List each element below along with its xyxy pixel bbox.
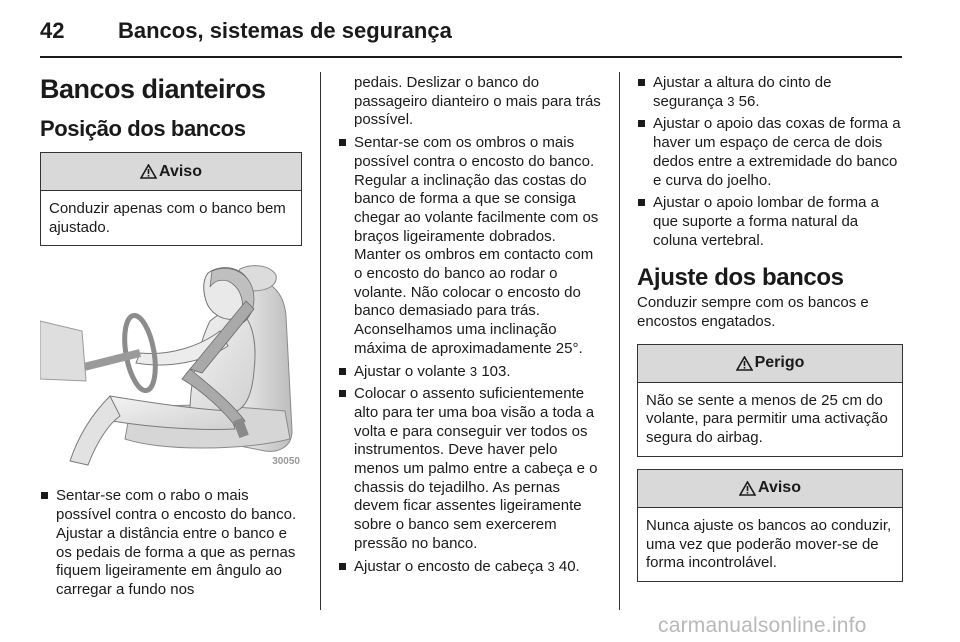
bullet-list bbox=[338, 134, 604, 576]
column-2 bbox=[338, 74, 604, 580]
bullet-square-icon bbox=[638, 79, 645, 86]
intro-text: Conduzir sempre com os bancos e encostos engatados. bbox=[637, 294, 869, 331]
page-number: 42 bbox=[40, 18, 65, 43]
page-reference-icon: 3 bbox=[469, 363, 478, 379]
warning-box bbox=[40, 152, 302, 246]
bullet-square-icon bbox=[339, 390, 346, 397]
bullet-square-icon bbox=[41, 492, 48, 499]
warning-triangle-icon bbox=[739, 481, 756, 496]
danger-box-header bbox=[638, 345, 902, 383]
bullet-square-icon bbox=[339, 563, 346, 570]
list-item: Sentar-se com o rabo o mais possível contra o encosto do banco. Ajustar a distância entre o banco e os pedais de forma a que as pernas fiquem ligeiramente em ângulo ao carregar a fundo nos bbox=[40, 487, 302, 599]
danger-box bbox=[637, 344, 903, 457]
bullet-list bbox=[637, 74, 903, 250]
list-item: Ajustar o apoio das coxas de forma a haver um espaço de cerca de dois dedos entre a extremidade do banco e curva do joelho. bbox=[637, 115, 903, 190]
column-1 bbox=[40, 72, 302, 604]
column-divider-1 bbox=[320, 72, 321, 610]
warning-text: Conduzir apenas com o banco bem ajustado. bbox=[49, 200, 286, 236]
warning-triangle-icon bbox=[736, 356, 753, 371]
list-item: Ajustar a altura do cinto de segurança 3 56. bbox=[637, 74, 903, 111]
driver-seat-illustration bbox=[40, 261, 302, 469]
list-item: Ajustar o volante 3 103. bbox=[338, 363, 604, 382]
bullet-square-icon bbox=[638, 120, 645, 127]
column-divider-2 bbox=[619, 72, 620, 610]
page-reference[interactable]: 103. bbox=[481, 362, 511, 380]
watermark: carmanualsonline.info bbox=[658, 614, 867, 637]
page-header bbox=[40, 18, 900, 58]
page-reference-icon: 3 bbox=[727, 93, 735, 109]
column-3 bbox=[637, 74, 903, 582]
seat-position-illustration bbox=[40, 261, 302, 469]
header-rule bbox=[40, 56, 902, 58]
bullet-square-icon bbox=[638, 199, 645, 206]
danger-title: Perigo bbox=[754, 354, 805, 372]
warning-triangle-icon bbox=[140, 164, 157, 179]
section-heading: Ajuste dos bancos bbox=[637, 264, 844, 292]
running-title: Bancos, sistemas de segurança bbox=[118, 18, 452, 43]
page-reference[interactable]: 40. bbox=[558, 557, 580, 575]
subsection-heading: Posição dos bancos bbox=[40, 116, 246, 141]
page-reference-icon: 3 bbox=[547, 558, 555, 574]
warning-box-header bbox=[638, 470, 902, 508]
list-item: Sentar-se com os ombros o mais possível contra o encosto do banco. Regular a inclinação das costas do banco de forma a que se consiga chegar ao volante facilmente com os braços ligeiramente dobrados. Manter os ombros em contacto com o encosto do banco ao rodar o volante. Não colocar o encosto do banco demasiado para trás. Aconselhamos uma inclinação máxima de aproximadamente 25°. bbox=[338, 134, 604, 358]
bullet-square-icon bbox=[339, 368, 346, 375]
bullet-list bbox=[40, 487, 302, 599]
bullet-square-icon bbox=[339, 139, 346, 146]
warning-title: Aviso bbox=[758, 479, 801, 497]
list-item: Ajustar o encosto de cabeça 3 40. bbox=[338, 558, 604, 577]
list-item: Colocar o assento suficientemente alto para ter uma boa visão a toda a volta e para conseguir ver todos os instrumentos. Deve haver pelo menos um palmo entre a cabeça e o chassis do tejadilho. As pernas devem ficar assentes ligeiramente sobre o banco sem exercerem pressão no banco. bbox=[338, 385, 604, 553]
page-reference[interactable]: 56. bbox=[738, 92, 760, 110]
warning-text: Nunca ajuste os bancos ao conduzir, uma vez que poderão mover-se de forma incontrolável. bbox=[646, 516, 892, 572]
danger-text: Não se sente a menos de 25 cm do volante, para permitir uma activação segura do airbag. bbox=[646, 391, 888, 447]
warning-box bbox=[637, 469, 903, 582]
warning-title: Aviso bbox=[159, 162, 202, 180]
list-item: Ajustar o apoio lombar de forma a que suporte a forma natural da coluna vertebral. bbox=[637, 194, 903, 250]
warning-box-header bbox=[41, 153, 301, 191]
figure-number: 30050 bbox=[272, 456, 300, 468]
section-heading: Bancos dianteiros bbox=[40, 74, 266, 104]
continued-text: pedais. Deslizar o banco do passageiro dianteiro o mais para trás possível. bbox=[354, 74, 601, 129]
